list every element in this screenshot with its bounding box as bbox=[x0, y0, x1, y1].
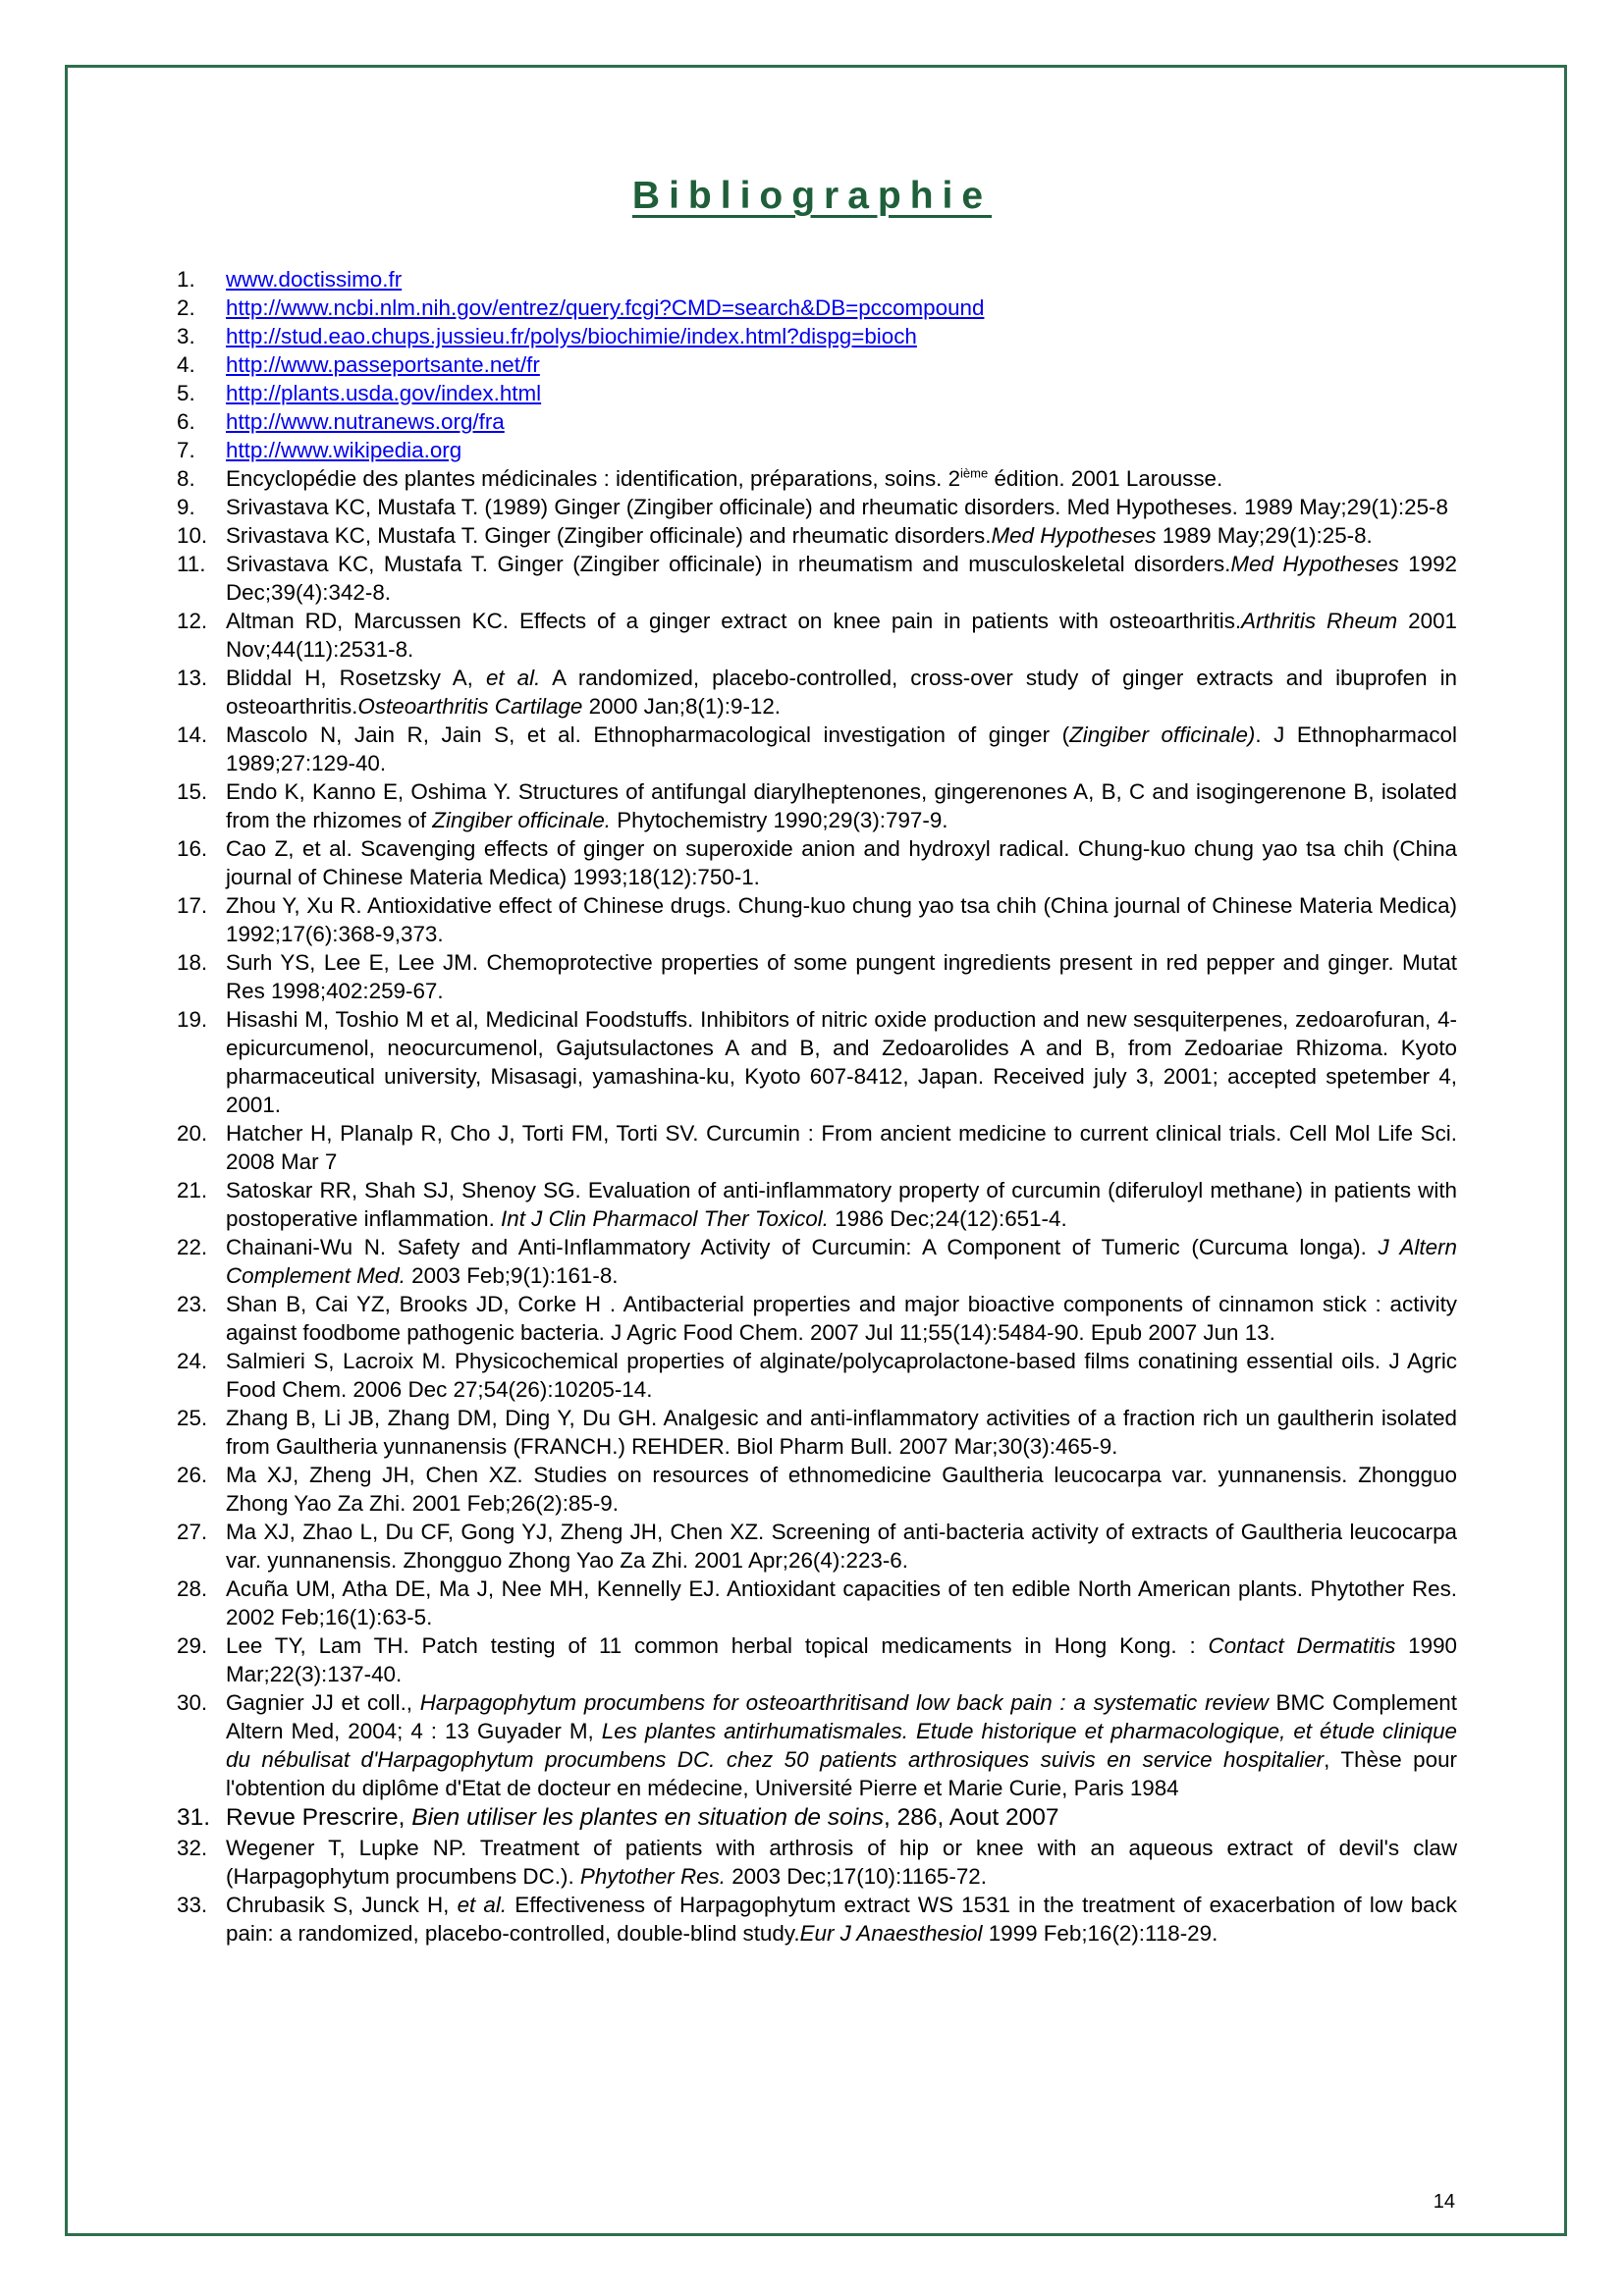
reference-item bbox=[177, 1891, 1457, 1948]
text-run: Srivastava KC, Mustafa T. (1989) Ginger (Zingiber officinale) and rheumatic disorders. Med Hypotheses. 1989 May;29(1):25-8 bbox=[226, 495, 1448, 519]
italic-text: J Altern Complement Med. bbox=[226, 1235, 1457, 1288]
text-run: Satoskar RR, Shah SJ, Shenoy SG. Evaluation of anti-inflammatory property of curcumin (diferuloyl methane) in patients with postoperative inflammation. bbox=[226, 1178, 1457, 1231]
reference-link[interactable]: http://stud.eao.chups.jussieu.fr/polys/biochimie/index.html?dispg=bioch bbox=[226, 324, 917, 348]
italic-text: Int J Clin Pharmacol Ther Toxicol. bbox=[501, 1206, 829, 1231]
reference-text bbox=[226, 322, 1457, 350]
reference-text bbox=[226, 1834, 1457, 1891]
italic-text: et al. bbox=[457, 1893, 508, 1917]
reference-number: 22. bbox=[177, 1235, 208, 1259]
text-run: Effectiveness of Harpagophytum extract WS 1531 in the treatment of exacerbation of low back pain: a randomized, placebo-controlled, double-blind study. bbox=[226, 1893, 1457, 1946]
text-run: 1989 May;29(1):25-8. bbox=[1156, 523, 1373, 548]
reference-item bbox=[177, 1518, 1457, 1575]
reference-text bbox=[226, 1891, 1457, 1948]
text-run: Ma XJ, Zhao L, Du CF, Gong YJ, Zheng JH, Chen XZ. Screening of anti-bacteria activity of extracts of Gaultheria leucocarpa var. yunnanensis. Zhongguo Zhong Yao Za Zhi. 2001 Apr;26(4):223-6. bbox=[226, 1520, 1457, 1573]
reference-number: 13. bbox=[177, 666, 208, 690]
text-run: Revue Prescrire, bbox=[226, 1804, 412, 1831]
reference-item bbox=[177, 436, 1457, 464]
reference-number: 20. bbox=[177, 1121, 208, 1146]
reference-text bbox=[226, 407, 1457, 436]
reference-number: 32. bbox=[177, 1836, 208, 1860]
reference-number: 16. bbox=[177, 836, 208, 861]
reference-text bbox=[226, 891, 1457, 948]
reference-number: 30. bbox=[177, 1690, 208, 1715]
reference-number: 17. bbox=[177, 893, 208, 918]
text-run: 1999 Feb;16(2):118-29. bbox=[982, 1921, 1218, 1946]
reference-number: 7. bbox=[177, 438, 195, 462]
reference-number: 5. bbox=[177, 381, 195, 405]
reference-text bbox=[226, 1575, 1457, 1631]
reference-text bbox=[226, 1233, 1457, 1290]
italic-text: Zingiber officinale) bbox=[1069, 722, 1256, 747]
text-run: Salmieri S, Lacroix M. Physicochemical properties of alginate/polycaprolactone-based films conatining essential oils. J Agric Food Chem. 2006 Dec 27;54(26):10205-14. bbox=[226, 1349, 1457, 1402]
reference-link[interactable]: http://plants.usda.gov/index.html bbox=[226, 381, 542, 405]
reference-number: 4. bbox=[177, 352, 195, 377]
reference-item bbox=[177, 607, 1457, 664]
text-run: A randomized, placebo-controlled, cross-over study of ginger extracts and ibuprofen in osteoarthritis. bbox=[226, 666, 1458, 719]
reference-item bbox=[177, 521, 1457, 550]
superscript: ième bbox=[960, 465, 989, 481]
reference-item bbox=[177, 1631, 1457, 1688]
reference-text bbox=[226, 294, 1457, 322]
reference-item bbox=[177, 834, 1457, 891]
reference-text bbox=[226, 721, 1457, 777]
text-run: Zhang B, Li JB, Zhang DM, Ding Y, Du GH. Analgesic and anti-inflammatory activities of a fraction rich un gaultherin isolated from Gaultheria yunnanensis (FRANCH.) REHDER. Biol Pharm Bull. 2007 Mar;30(3):465-9. bbox=[226, 1406, 1457, 1459]
reference-item bbox=[177, 1802, 1457, 1834]
italic-text: et al. bbox=[485, 666, 541, 690]
text-run: Srivastava KC, Mustafa T. Ginger (Zingiber officinale) and rheumatic disorders. bbox=[226, 523, 992, 548]
text-run: 1990 Mar;22(3):137-40. bbox=[226, 1633, 1457, 1686]
reference-number: 1. bbox=[177, 267, 195, 292]
text-run: Srivastava KC, Mustafa T. Ginger (Zingiber officinale) in rheumatism and musculoskeletal disorders. bbox=[226, 552, 1231, 576]
italic-text: Phytother Res. bbox=[579, 1864, 726, 1889]
italic-text: Les plantes antirhumatismales. Etude historique et pharmacologique, et étude clinique du nébulisat d'Harpagophytum procumbens DC. chez 50 patients arthrosiques suivis en service hospitalier bbox=[226, 1719, 1457, 1772]
reference-item bbox=[177, 379, 1457, 407]
reference-text bbox=[226, 1404, 1457, 1461]
reference-number: 28. bbox=[177, 1576, 208, 1601]
text-run: Shan B, Cai YZ, Brooks JD, Corke H . Antibacterial properties and major bioactive components of cinnamon stick : activity against foodbome pathogenic bacteria. J Agric Food Chem. 2007 Jul 11;55(14):5484-90. Epub 2007 Jun 13. bbox=[226, 1292, 1457, 1345]
reference-link[interactable]: www.doctissimo.fr bbox=[226, 267, 403, 292]
reference-item bbox=[177, 777, 1457, 834]
reference-text bbox=[226, 521, 1457, 550]
reference-text bbox=[226, 436, 1457, 464]
reference-text bbox=[226, 1631, 1457, 1688]
text-run: édition. 2001 Larousse. bbox=[988, 466, 1223, 491]
text-run: , 286, Aout 2007 bbox=[884, 1804, 1059, 1831]
text-run: Bliddal H, Rosetzsky A, bbox=[226, 666, 486, 690]
reference-text bbox=[226, 777, 1457, 834]
reference-item bbox=[177, 493, 1457, 521]
reference-item bbox=[177, 721, 1457, 777]
italic-text: Zingiber officinale. bbox=[432, 808, 612, 832]
reference-number: 15. bbox=[177, 779, 208, 804]
reference-text bbox=[226, 265, 1457, 294]
reference-text bbox=[226, 1688, 1457, 1802]
reference-text bbox=[226, 493, 1457, 521]
text-run: Lee TY, Lam TH. Patch testing of 11 common herbal topical medicaments in Hong Kong. : bbox=[226, 1633, 1209, 1658]
reference-item bbox=[177, 948, 1457, 1005]
reference-number: 19. bbox=[177, 1007, 208, 1032]
reference-number: 26. bbox=[177, 1463, 208, 1487]
reference-number: 3. bbox=[177, 324, 195, 348]
reference-number: 14. bbox=[177, 722, 208, 747]
reference-item bbox=[177, 1688, 1457, 1802]
text-run: 1992 Dec;39(4):342-8. bbox=[226, 552, 1457, 605]
reference-number: 24. bbox=[177, 1349, 208, 1373]
text-run: Hatcher H, Planalp R, Cho J, Torti FM, Torti SV. Curcumin : From ancient medicine to current clinical trials. Cell Mol Life Sci. 2008 Mar 7 bbox=[226, 1121, 1457, 1174]
reference-text bbox=[226, 1119, 1457, 1176]
reference-text bbox=[226, 1290, 1457, 1347]
reference-number: 12. bbox=[177, 609, 208, 633]
italic-text: Arthritis Rheum bbox=[1241, 609, 1398, 633]
reference-text bbox=[226, 834, 1457, 891]
text-run: Cao Z, et al. Scavenging effects of ginger on superoxide anion and hydroxyl radical. Chung-kuo chung yao tsa chih (China journal of Chinese Materia Medica) 1993;18(12):750-1. bbox=[226, 836, 1457, 889]
italic-text: Osteoarthritis Cartilage bbox=[357, 694, 583, 719]
reference-item bbox=[177, 265, 1457, 294]
reference-text bbox=[226, 607, 1457, 664]
reference-item bbox=[177, 1176, 1457, 1233]
reference-number: 11. bbox=[177, 552, 206, 576]
text-run: 2001 Nov;44(11):2531-8. bbox=[226, 609, 1457, 662]
text-run: Hisashi M, Toshio M et al, Medicinal Foodstuffs. Inhibitors of nitric oxide production and new sesquiterpenes, zedoarofuran, 4-epicurcumenol, neocurcumenol, Gajutsulactones A and B, and Zedoarolides A and B, from Zedoariae Rhizoma. Kyoto pharmaceutical university, Misasagi, yamashina-ku, Kyoto 607-8412, Japan. Received july 3, 2001; accepted spetember 4, 2001. bbox=[226, 1007, 1457, 1117]
reference-item bbox=[177, 294, 1457, 322]
text-run: , Thèse pour l'obtention du diplôme d'Etat de docteur en médecine, Université Pierre et Marie Curie, Paris 1984 bbox=[226, 1747, 1457, 1800]
reference-item bbox=[177, 1290, 1457, 1347]
italic-text: Eur J Anaesthesiol bbox=[799, 1921, 983, 1946]
text-run: 1986 Dec;24(12):651-4. bbox=[828, 1206, 1067, 1231]
text-run: 2000 Jan;8(1):9-12. bbox=[582, 694, 782, 719]
reference-number: 6. bbox=[177, 409, 195, 434]
reference-number: 10. bbox=[177, 523, 208, 548]
reference-text bbox=[226, 1176, 1457, 1233]
reference-item bbox=[177, 464, 1457, 493]
reference-item bbox=[177, 664, 1457, 721]
reference-text bbox=[226, 664, 1457, 721]
reference-text bbox=[226, 948, 1457, 1005]
italic-text: Harpagophytum procumbens for osteoarthritisand low back pain : a systematic review bbox=[419, 1690, 1269, 1715]
text-run: 2003 Feb;9(1):161-8. bbox=[405, 1263, 619, 1288]
reference-number: 27. bbox=[177, 1520, 208, 1544]
text-run: . J Ethnopharmacol 1989;27:129-40. bbox=[226, 722, 1457, 775]
text-run: Mascolo N, Jain R, Jain S, et al. Ethnopharmacological investigation of ginger ( bbox=[226, 722, 1070, 747]
reference-item bbox=[177, 1005, 1457, 1119]
reference-item bbox=[177, 1119, 1457, 1176]
reference-item bbox=[177, 407, 1457, 436]
reference-link[interactable]: http://www.passeportsante.net/fr bbox=[226, 352, 540, 377]
reference-text bbox=[226, 1518, 1457, 1575]
italic-text: Contact Dermatitis bbox=[1208, 1633, 1396, 1658]
italic-text: Bien utiliser les plantes en situation de soins bbox=[411, 1804, 885, 1831]
reference-link[interactable]: http://www.wikipedia.org bbox=[226, 438, 462, 462]
reference-item bbox=[177, 1347, 1457, 1404]
text-run: Endo K, Kanno E, Oshima Y. Structures of antifungal diarylheptenones, gingerenones A, B, C and isogingerenone B, isolated from the rhizomes of bbox=[226, 779, 1457, 832]
reference-text bbox=[226, 379, 1457, 407]
reference-item bbox=[177, 1575, 1457, 1631]
reference-list bbox=[177, 265, 1457, 1948]
reference-item bbox=[177, 1404, 1457, 1461]
reference-text bbox=[226, 1461, 1457, 1518]
reference-number: 2. bbox=[177, 295, 195, 320]
text-run: Chainani-Wu N. Safety and Anti-Inflammatory Activity of Curcumin: A Component of Tumeric (Curcuma longa). bbox=[226, 1235, 1379, 1259]
reference-link[interactable]: http://www.nutranews.org/fra bbox=[226, 409, 505, 434]
reference-text bbox=[226, 350, 1457, 379]
reference-number: 33. bbox=[177, 1893, 208, 1917]
reference-item bbox=[177, 1834, 1457, 1891]
reference-text bbox=[226, 1005, 1457, 1119]
reference-item bbox=[177, 1461, 1457, 1518]
italic-text: Med Hypotheses bbox=[991, 523, 1157, 548]
page-title: Bibliographie bbox=[631, 175, 993, 217]
text-run: Encyclopédie des plantes médicinales : identification, préparations, soins. 2 bbox=[226, 466, 961, 491]
reference-item bbox=[177, 891, 1457, 948]
text-run: Phytochemistry 1990;29(3):797-9. bbox=[611, 808, 948, 832]
text-run: Acuña UM, Atha DE, Ma J, Nee MH, Kennelly EJ. Antioxidant capacities of ten edible North American plants. Phytother Res. 2002 Feb;16(1):63-5. bbox=[226, 1576, 1457, 1629]
text-run: 2003 Dec;17(10):1165-72. bbox=[726, 1864, 987, 1889]
reference-number: 23. bbox=[177, 1292, 208, 1316]
text-run: Zhou Y, Xu R. Antioxidative effect of Chinese drugs. Chung-kuo chung yao tsa chih (China journal of Chinese Materia Medica) 1992;17(6):368-9,373. bbox=[226, 893, 1457, 946]
reference-text bbox=[226, 1347, 1457, 1404]
reference-number: 31. bbox=[177, 1804, 211, 1831]
reference-number: 25. bbox=[177, 1406, 208, 1430]
text-run: Ma XJ, Zheng JH, Chen XZ. Studies on resources of ethnomedicine Gaultheria leucocarpa var. yunnanensis. Zhongguo Zhong Yao Za Zhi. 2001 Feb;26(2):85-9. bbox=[226, 1463, 1457, 1516]
text-run: Wegener T, Lupke NP. Treatment of patients with arthrosis of hip or knee with an aqueous extract of devil's claw (Harpagophytum procumbens DC.). bbox=[226, 1836, 1457, 1889]
reference-number: 18. bbox=[177, 950, 208, 975]
reference-number: 9. bbox=[177, 495, 195, 519]
text-run: Altman RD, Marcussen KC. Effects of a ginger extract on knee pain in patients with osteoarthritis. bbox=[226, 609, 1242, 633]
italic-text: Med Hypotheses bbox=[1230, 552, 1399, 576]
reference-item bbox=[177, 550, 1457, 607]
reference-number: 8. bbox=[177, 466, 195, 491]
reference-number: 29. bbox=[177, 1633, 208, 1658]
reference-item bbox=[177, 322, 1457, 350]
reference-text bbox=[226, 464, 1457, 493]
reference-text bbox=[226, 550, 1457, 607]
text-run: BMC Complement Altern Med, 2004; 4 : 13 Guyader M, bbox=[226, 1690, 1457, 1743]
reference-text bbox=[226, 1802, 1457, 1834]
page-number: 14 bbox=[1433, 2191, 1455, 2213]
text-run: Gagnier JJ et coll., bbox=[226, 1690, 420, 1715]
reference-item bbox=[177, 350, 1457, 379]
reference-number: 21. bbox=[177, 1178, 208, 1202]
reference-link[interactable]: http://www.ncbi.nlm.nih.gov/entrez/query.fcgi?CMD=search&DB=pccompound bbox=[226, 295, 985, 320]
reference-item bbox=[177, 1233, 1457, 1290]
text-run: Chrubasik S, Junck H, bbox=[226, 1893, 458, 1917]
text-run: Surh YS, Lee E, Lee JM. Chemoprotective properties of some pungent ingredients present in red pepper and ginger. Mutat Res 1998;402:259-67. bbox=[226, 950, 1457, 1003]
